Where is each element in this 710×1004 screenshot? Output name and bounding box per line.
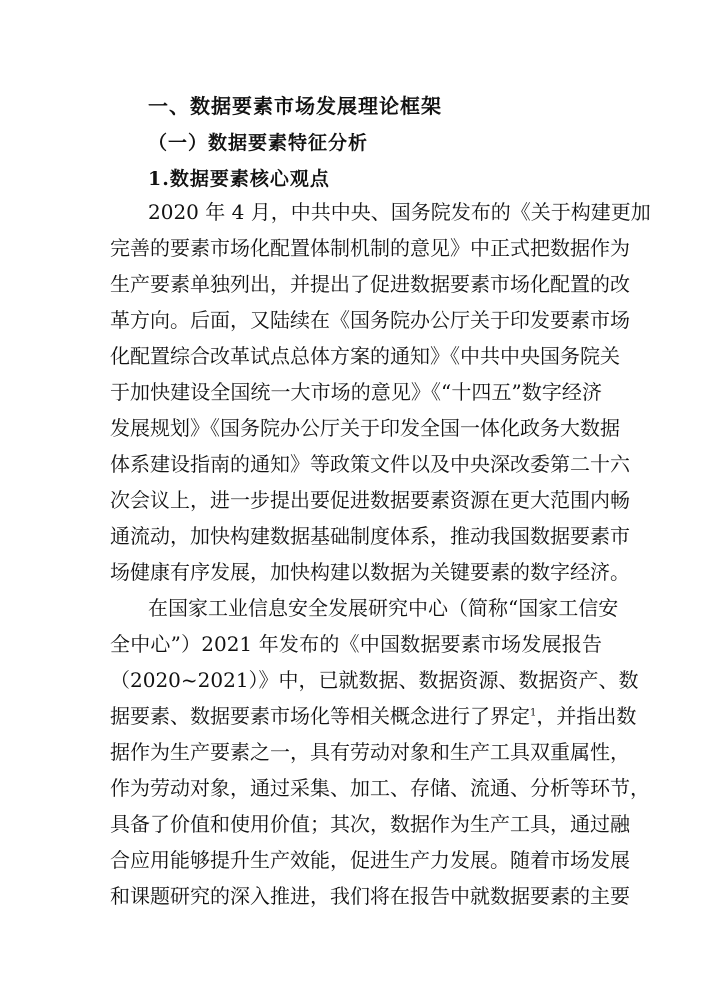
para2-line: 具备了价值和使用价值；其次，数据作为生产工具，通过融 <box>110 812 630 836</box>
para1-line: 发展规划》《国务院办公厅关于印发全国一体化政务大数据 <box>110 416 620 440</box>
para2-line: 和课题研究的深入推进，我们将在报告中就数据要素的主要 <box>110 884 630 908</box>
section-heading-2: （一）数据要素特征分析 <box>148 132 369 154</box>
para1-line: 革方向。后面，又陆续在《国务院办公厅关于印发要素市场 <box>110 308 630 332</box>
para1-line: 体系建设指南的通知》等政策文件以及中央深改委第二十六 <box>110 452 630 476</box>
para1-line: 2020 年 4 月，中共中央、国务院发布的《关于构建更加 <box>148 200 651 224</box>
para2-line-tail: ，并指出数 <box>536 704 637 728</box>
section-heading-1: 一、数据要素市场发展理论框架 <box>148 94 442 118</box>
para2-line: 全中心”）2021 年发布的《中国数据要素市场发展报告 <box>110 632 602 656</box>
para1-line: 完善的要素市场化配置体制机制的意见》中正式把数据作为 <box>110 236 630 260</box>
para1-line: 次会议上，进一步提出要促进数据要素资源在更大范围内畅 <box>110 488 630 512</box>
para1-line: 化配置综合改革试点总体方案的通知》《中共中央国务院关 <box>110 344 620 368</box>
para2-line: 合应用能够提升生产效能，促进生产力发展。随着市场发展 <box>110 848 630 872</box>
para2-line: 作为劳动对象，通过采集、加工、存储、流通、分析等环节， <box>110 776 650 800</box>
para2-line: （2020~2021）》中，已就数据、数据资源、数据资产、数 <box>110 668 639 692</box>
para2-line: 在国家工业信息安全发展研究中心（简称“国家工信安 <box>148 596 619 620</box>
para2-line-with-footnote <box>110 704 637 728</box>
para1-line: 通流动，加快构建数据基础制度体系，推动我国数据要素市 <box>110 524 630 548</box>
para2-line-text: 据要素、数据要素市场化等相关概念进行了界定 <box>110 704 530 728</box>
para1-line: 场健康有序发展，加快构建以数据为关键要素的数字经济。 <box>110 560 630 584</box>
para2-line: 据作为生产要素之一，具有劳动对象和生产工具双重属性， <box>110 740 630 764</box>
para1-line: 生产要素单独列出，并提出了促进数据要素市场化配置的改 <box>110 272 630 296</box>
footnote-reference[interactable]: 1 <box>530 707 537 719</box>
section-heading-3: 1.数据要素核心观点 <box>148 168 330 190</box>
para1-line: 于加快建设全国统一大市场的意见》《“十四五”数字经济 <box>110 380 602 404</box>
